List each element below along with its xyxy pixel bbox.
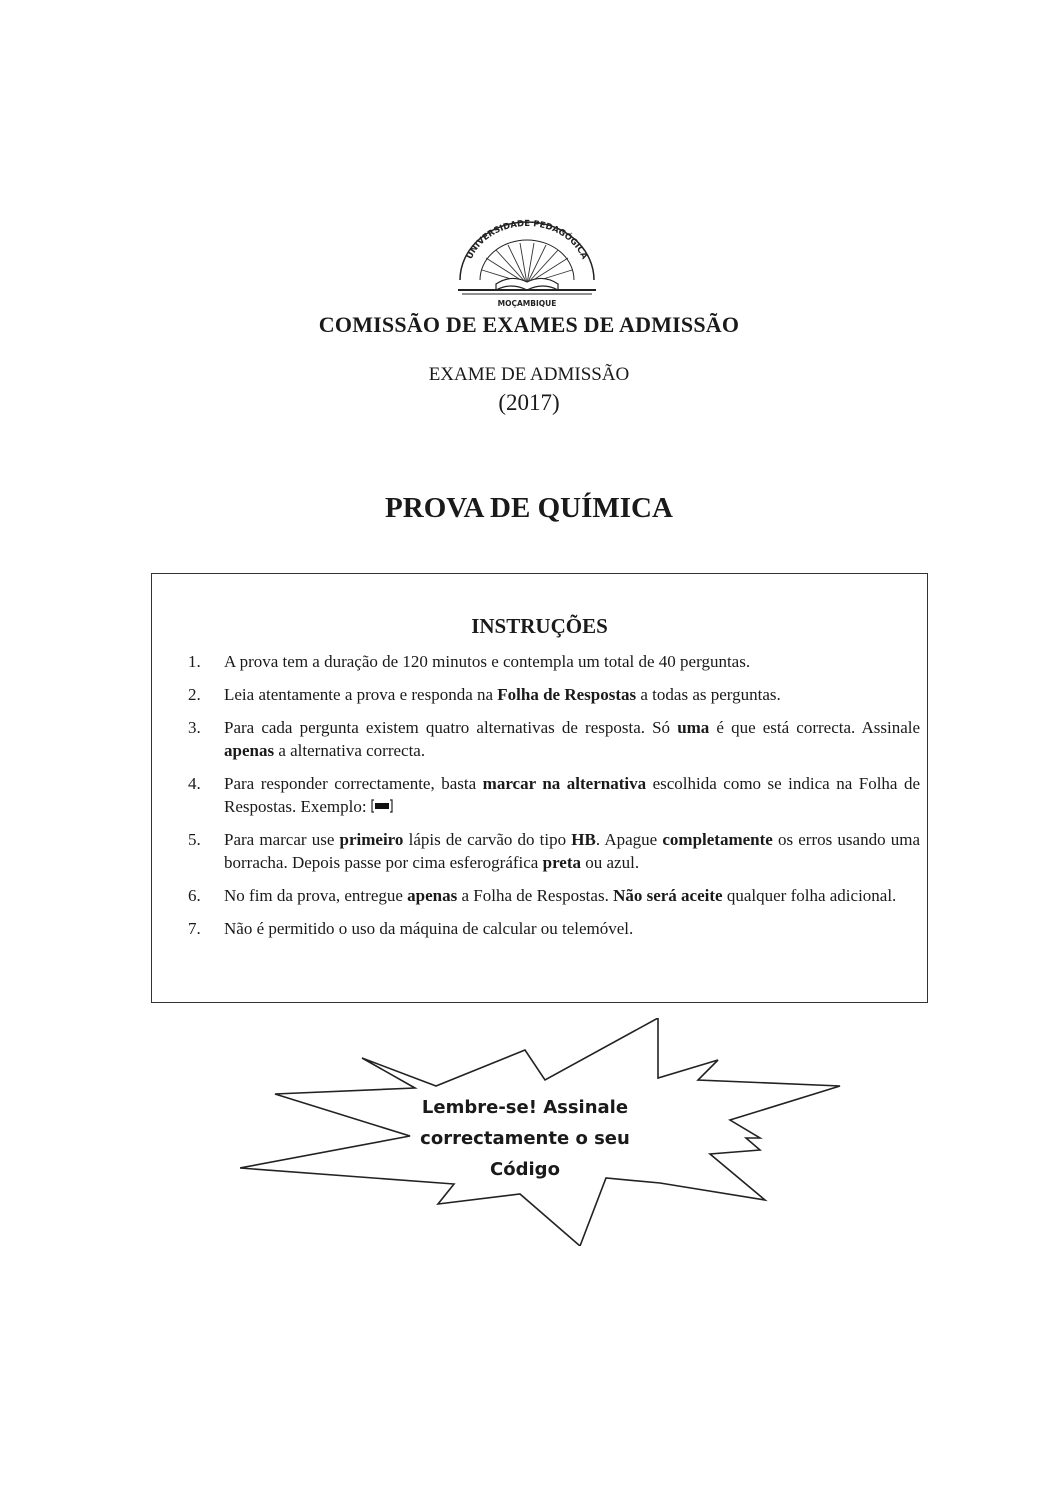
instruction-text: . Apague — [595, 830, 663, 849]
exam-subtitle: EXAME DE ADMISSÃO — [428, 364, 630, 385]
reminder-line-1: Lembre-se! Assinale — [421, 1097, 629, 1118]
instruction-text: escolhida como se indica na Folha de Respostas. Exemplo: — [224, 774, 921, 816]
instructions-list — [188, 650, 920, 950]
instruction-emphasis: apenas — [224, 741, 275, 760]
instruction-emphasis: apenas — [407, 886, 458, 905]
instruction-text: Para responder correctamente, basta — [224, 774, 483, 793]
instruction-item — [188, 884, 920, 907]
instruction-number: 2. — [188, 685, 201, 704]
instruction-text: lápis de carvão do tipo — [403, 830, 572, 849]
instruction-item — [188, 828, 920, 874]
instruction-item — [188, 650, 920, 673]
instruction-emphasis: primeiro — [339, 830, 404, 849]
instruction-text: ou azul. — [581, 853, 640, 872]
instruction-text: Para marcar use — [224, 830, 340, 849]
instruction-text: Para cada pergunta existem quatro alternativas de resposta. Só — [224, 718, 678, 737]
instruction-emphasis: completamente — [662, 830, 773, 849]
instruction-emphasis: marcar na alternativa — [482, 774, 647, 793]
instruction-emphasis: Não será aceite — [613, 886, 723, 905]
instruction-text: os erros usando uma borracha. Depois passe por cima esferográfica — [224, 830, 920, 872]
instruction-emphasis: HB — [571, 830, 596, 849]
instruction-number: 3. — [188, 718, 201, 737]
commission-heading: COMISSÃO DE EXAMES DE ADMISSÃO — [318, 312, 740, 337]
instruction-emphasis: preta — [542, 853, 582, 872]
filled-bubble-example-icon — [371, 798, 393, 814]
instruction-text: A prova tem a duração de 120 minutos e contempla um total de 40 perguntas. — [224, 652, 751, 671]
instruction-text: a Folha de Respostas. — [457, 886, 614, 905]
instruction-number: 7. — [188, 919, 201, 938]
instruction-number: 5. — [188, 830, 201, 849]
instruction-number: 4. — [188, 774, 201, 793]
instruction-item — [188, 917, 920, 940]
instruction-number: 1. — [188, 652, 201, 671]
reminder-text — [360, 1092, 690, 1185]
reminder-line-2: correctamente o seu — [420, 1128, 630, 1149]
exam-year: (2017) — [498, 390, 560, 415]
university-logo — [446, 218, 608, 310]
instruction-item — [188, 772, 920, 818]
instruction-text: qualquer folha adicional. — [722, 886, 897, 905]
instruction-text: Leia atentamente a prova e responda na — [224, 685, 498, 704]
page-title: PROVA DE QUÍMICA — [385, 492, 673, 524]
instruction-emphasis: Folha de Respostas — [497, 685, 637, 704]
instruction-text: a todas as perguntas. — [636, 685, 781, 704]
instruction-item — [188, 716, 920, 762]
instructions-box — [151, 573, 928, 1003]
reminder-line-3: Código — [490, 1159, 560, 1180]
svg-text:UNIVERSIDADE PEDAGÓGICA: UNIVERSIDADE PEDAGÓGICA — [464, 218, 590, 262]
instruction-text: Não é permitido o uso da máquina de calcular ou telemóvel. — [224, 919, 634, 938]
instruction-number: 6. — [188, 886, 201, 905]
instruction-emphasis: uma — [677, 718, 710, 737]
instruction-text: é que está correcta. Assinale — [709, 718, 921, 737]
svg-text:MOÇAMBIQUE: MOÇAMBIQUE — [497, 299, 557, 308]
instructions-heading: INSTRUÇÕES — [471, 614, 608, 638]
instruction-text: a alternativa correcta. — [274, 741, 426, 760]
instruction-text: No fim da prova, entregue — [224, 886, 408, 905]
instruction-item — [188, 683, 920, 706]
